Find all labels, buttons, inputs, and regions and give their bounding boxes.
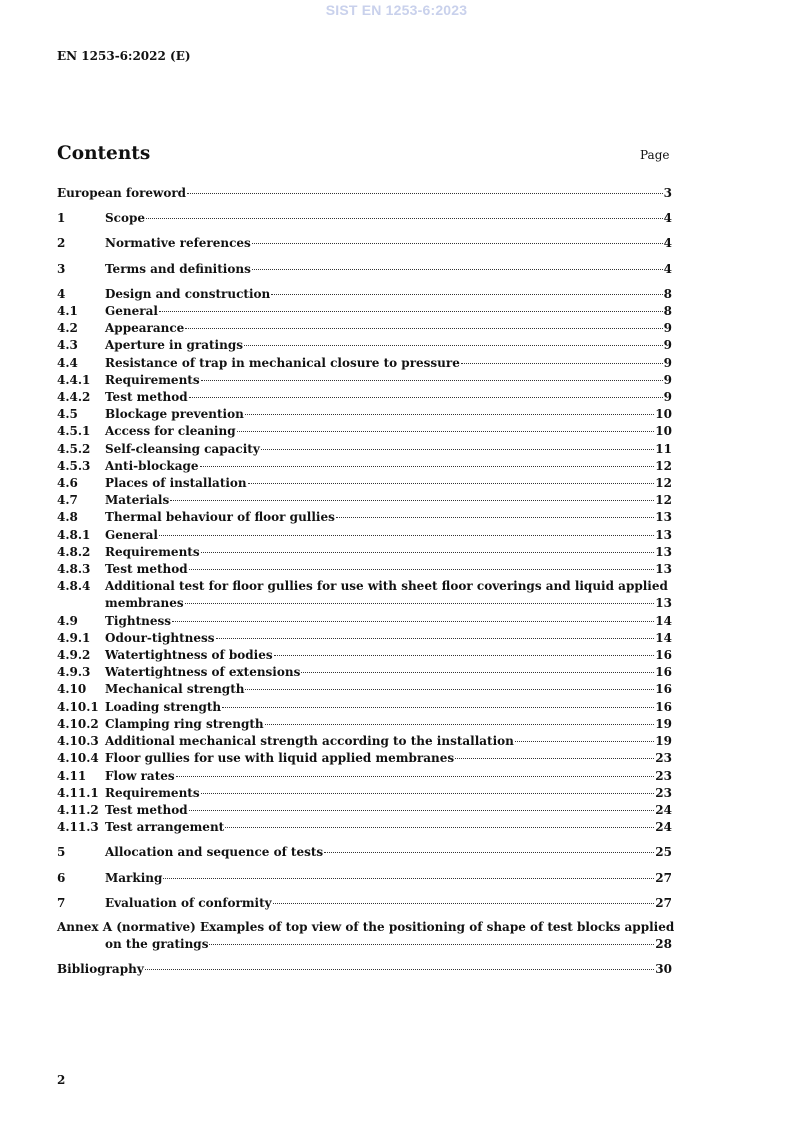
toc-entry-page: 3 xyxy=(663,186,672,200)
toc-entry-title: Bibliography xyxy=(57,962,144,977)
toc-entry[interactable] xyxy=(57,613,672,630)
toc-entry-page: 23 xyxy=(655,751,672,766)
toc-entry[interactable] xyxy=(57,527,672,544)
toc-entry-page: 13 xyxy=(655,510,672,525)
toc-entry[interactable] xyxy=(57,337,672,354)
toc-entry-title: Clamping ring strength xyxy=(105,716,264,731)
toc-entry[interactable] xyxy=(57,664,672,681)
leader-dots xyxy=(216,637,655,639)
toc-entry-number: 4.4 xyxy=(57,355,78,370)
toc-entry[interactable] xyxy=(57,406,672,423)
toc-entry-title: Test method xyxy=(105,390,188,405)
toc-entry[interactable] xyxy=(57,630,672,647)
leader-dots xyxy=(273,902,655,904)
toc-entry[interactable] xyxy=(57,458,672,475)
toc-entry-number: 4.8.4 xyxy=(57,579,91,594)
toc-entry[interactable] xyxy=(57,919,675,953)
toc-entry-title: Anti-blockage xyxy=(105,458,199,473)
toc-entry-number: 3 xyxy=(57,261,66,276)
leader-dots xyxy=(324,851,654,853)
toc-entry-title: Test method xyxy=(105,802,188,817)
leader-dots xyxy=(245,413,654,415)
toc-entry[interactable] xyxy=(57,647,672,664)
toc-entry-number: 4.9.1 xyxy=(57,630,91,645)
leader-dots xyxy=(252,268,663,270)
toc-entry-page: 13 xyxy=(655,596,672,611)
toc-entry-page: 16 xyxy=(655,665,672,680)
toc-entry-page: 9 xyxy=(663,372,672,387)
leader-dots xyxy=(146,217,663,219)
toc-entry-title: Aperture in gratings xyxy=(105,338,243,353)
toc-entry-number: 5 xyxy=(57,845,66,860)
toc-entry[interactable] xyxy=(57,544,672,561)
toc-entry-continuation xyxy=(57,595,672,612)
toc-entry-title: Watertightness of bodies xyxy=(105,648,273,663)
toc-entry-page: 4 xyxy=(663,236,672,251)
toc-entry-page: 8 xyxy=(663,286,672,301)
toc-entry-number: 7 xyxy=(57,895,66,910)
toc-entry-page: 16 xyxy=(655,682,672,697)
toc-entry-title: Resistance of trap in mechanical closure to pressure xyxy=(105,355,460,370)
toc-entry[interactable] xyxy=(57,699,672,716)
toc-entry-line xyxy=(57,919,675,936)
toc-entry-title: Normative references xyxy=(105,236,251,251)
toc-entry[interactable] xyxy=(57,961,672,978)
toc-entry-number: 4.9.2 xyxy=(57,648,91,663)
toc-entry-page: 12 xyxy=(655,493,672,508)
leader-dots xyxy=(176,775,655,777)
leader-dots xyxy=(185,327,662,329)
toc-entry-title: Mechanical strength xyxy=(105,682,245,697)
leader-dots xyxy=(189,809,655,811)
toc-entry-page: 14 xyxy=(655,630,672,645)
toc-entry-number: 4 xyxy=(57,286,66,301)
toc-entry-line xyxy=(57,578,672,595)
document-id: EN 1253-6:2022 (E) xyxy=(57,49,191,63)
leader-dots xyxy=(301,671,654,673)
toc-entry-page: 28 xyxy=(655,937,672,952)
leader-dots xyxy=(225,826,654,828)
toc-entry-title: Test arrangement xyxy=(105,820,225,835)
toc-entry-number: 4.11.1 xyxy=(57,785,99,800)
leader-dots xyxy=(201,379,663,381)
toc-entry[interactable] xyxy=(57,509,672,526)
toc-entry-title: Design and construction xyxy=(105,286,271,301)
leader-dots xyxy=(248,482,655,484)
toc-entry-title: Annex A (normative) Examples of top view of the positioning of shape of test blocks applied xyxy=(57,919,675,934)
toc-entry-page: 12 xyxy=(655,458,672,473)
leader-dots xyxy=(200,465,655,467)
toc-entry[interactable] xyxy=(57,423,672,440)
table-of-contents xyxy=(57,185,675,979)
toc-entry-page: 10 xyxy=(655,407,672,422)
toc-entry-continuation xyxy=(57,936,672,953)
toc-entry-title: Test method xyxy=(105,562,188,577)
toc-entry-number: 4.2 xyxy=(57,321,78,336)
watermark: SIST EN 1253-6:2023 xyxy=(325,2,468,18)
leader-dots xyxy=(245,688,654,690)
toc-entry-title: Allocation and sequence of tests xyxy=(105,845,324,860)
toc-entry-number: 4.11.3 xyxy=(57,820,99,835)
toc-entry-page: 4 xyxy=(663,261,672,276)
toc-entry-number: 4.5.3 xyxy=(57,458,91,473)
contents-title: Contents xyxy=(57,143,151,164)
toc-entry[interactable] xyxy=(57,492,672,509)
page-column-heading: Page xyxy=(640,148,670,162)
toc-entry[interactable] xyxy=(57,844,672,861)
toc-entry-number: 4.9.3 xyxy=(57,665,91,680)
toc-entry-title: Thermal behaviour of floor gullies xyxy=(105,510,335,525)
toc-entry-title: Floor gullies for use with liquid applied membranes xyxy=(105,751,455,766)
toc-entry[interactable] xyxy=(57,716,672,733)
toc-entry-number: 4.11 xyxy=(57,768,87,783)
toc-entry-page: 24 xyxy=(655,820,672,835)
toc-entry-page: 9 xyxy=(663,355,672,370)
toc-entry[interactable] xyxy=(57,210,672,227)
toc-entry-number: 4.6 xyxy=(57,476,78,491)
toc-entry-title: Watertightness of extensions xyxy=(105,665,301,680)
toc-entry-title: Additional test for floor gullies for use with sheet floor coverings and liquid applied xyxy=(105,579,668,594)
leader-dots xyxy=(252,242,663,244)
footer-page-number: 2 xyxy=(57,1073,66,1087)
toc-entry[interactable] xyxy=(57,768,672,785)
toc-entry-title: Requirements xyxy=(105,544,200,559)
toc-entry-title: Tightness xyxy=(105,613,172,628)
leader-dots xyxy=(163,877,654,879)
leader-dots xyxy=(145,968,655,970)
toc-entry-title: Access for cleaning xyxy=(105,424,236,439)
leader-dots xyxy=(189,396,663,398)
toc-entry-title: General xyxy=(105,304,158,319)
toc-entry-page: 23 xyxy=(655,785,672,800)
toc-entry-title: Terms and definitions xyxy=(105,261,251,276)
toc-entry[interactable] xyxy=(57,802,672,819)
toc-entry[interactable] xyxy=(57,185,672,202)
toc-entry-number: 4.10.2 xyxy=(57,716,99,731)
leader-dots xyxy=(461,362,663,364)
toc-entry-page: 19 xyxy=(655,734,672,749)
toc-entry-title: Flow rates xyxy=(105,768,175,783)
toc-entry-page: 13 xyxy=(655,562,672,577)
leader-dots xyxy=(159,534,654,536)
toc-entry[interactable] xyxy=(57,819,672,836)
toc-entry[interactable] xyxy=(57,895,672,912)
leader-dots xyxy=(274,654,655,656)
toc-entry[interactable] xyxy=(57,733,672,750)
toc-entry[interactable] xyxy=(57,286,672,303)
toc-entry-title: Scope xyxy=(105,211,146,226)
toc-entry-number: 4.5.1 xyxy=(57,424,91,439)
toc-entry-page: 27 xyxy=(655,895,672,910)
toc-entry[interactable] xyxy=(57,303,672,320)
toc-entry-title: Additional mechanical strength according to the installation xyxy=(105,734,514,749)
toc-entry-title: Appearance xyxy=(105,321,185,336)
toc-entry-title: General xyxy=(105,527,158,542)
toc-entry-number: 4.10.4 xyxy=(57,751,99,766)
toc-entry[interactable] xyxy=(57,681,672,698)
leader-dots xyxy=(187,192,663,194)
toc-entry-number: 4.9 xyxy=(57,613,78,628)
toc-entry-title: Self-cleansing capacity xyxy=(105,441,260,456)
toc-entry-page: 10 xyxy=(655,424,672,439)
leader-dots xyxy=(265,723,655,725)
toc-entry-title: European foreword xyxy=(57,186,187,200)
toc-entry-page: 13 xyxy=(655,527,672,542)
toc-entry-page: 30 xyxy=(655,962,672,977)
toc-entry[interactable] xyxy=(57,578,672,612)
leader-dots xyxy=(244,344,663,346)
toc-entry-page: 12 xyxy=(655,476,672,491)
toc-entry-number: 4.1 xyxy=(57,304,78,319)
toc-entry[interactable] xyxy=(57,355,672,372)
toc-entry[interactable] xyxy=(57,372,672,389)
leader-dots xyxy=(201,792,655,794)
toc-entry-page: 16 xyxy=(655,648,672,663)
leader-dots xyxy=(271,293,662,295)
toc-entry-page: 25 xyxy=(655,845,672,860)
toc-entry-page: 16 xyxy=(655,699,672,714)
toc-entry-page: 24 xyxy=(655,802,672,817)
leader-dots xyxy=(222,706,654,708)
leader-dots xyxy=(189,568,655,570)
leader-dots xyxy=(170,499,654,501)
leader-dots xyxy=(237,430,655,432)
toc-entry[interactable] xyxy=(57,870,672,887)
leader-dots xyxy=(336,516,654,518)
toc-entry[interactable] xyxy=(57,261,672,278)
toc-entry[interactable] xyxy=(57,389,672,406)
toc-entry-number: 4.8.2 xyxy=(57,544,91,559)
toc-entry-number: 4.10 xyxy=(57,682,87,697)
leader-dots xyxy=(515,740,654,742)
toc-entry-title: Loading strength xyxy=(105,699,222,714)
toc-entry-page: 13 xyxy=(655,544,672,559)
toc-entry-page: 9 xyxy=(663,390,672,405)
toc-entry[interactable] xyxy=(57,561,672,578)
toc-entry-page: 9 xyxy=(663,321,672,336)
toc-entry-title: Evaluation of conformity xyxy=(105,895,272,910)
toc-entry-number: 4.3 xyxy=(57,338,78,353)
toc-entry-page: 8 xyxy=(663,304,672,319)
leader-dots xyxy=(159,310,663,312)
toc-entry-title: Blockage prevention xyxy=(105,407,244,422)
toc-entry-number: 4.4.2 xyxy=(57,390,91,405)
toc-entry-title: Places of installation xyxy=(105,476,247,491)
toc-entry-title: Requirements xyxy=(105,785,200,800)
toc-entry-number: 4.10.3 xyxy=(57,734,99,749)
leader-dots xyxy=(209,943,654,945)
toc-entry[interactable] xyxy=(57,750,672,767)
toc-entry-page: 4 xyxy=(663,211,672,226)
toc-entry-number: 6 xyxy=(57,870,66,885)
toc-entry-title-continued: membranes xyxy=(105,596,184,611)
toc-entry-number: 4.11.2 xyxy=(57,802,99,817)
toc-entry-title: Odour-tightness xyxy=(105,630,215,645)
toc-entry-page: 23 xyxy=(655,768,672,783)
toc-entry-page: 27 xyxy=(655,870,672,885)
toc-entry[interactable] xyxy=(57,320,672,337)
toc-entry-page: 14 xyxy=(655,613,672,628)
toc-entry-number: 4.8 xyxy=(57,510,78,525)
leader-dots xyxy=(201,551,655,553)
toc-entry-page: 11 xyxy=(655,441,672,456)
toc-entry-number: 4.4.1 xyxy=(57,372,91,387)
toc-entry-number: 4.5.2 xyxy=(57,441,91,456)
leader-dots xyxy=(185,602,655,604)
toc-entry-title: Marking xyxy=(105,870,163,885)
toc-entry[interactable] xyxy=(57,785,672,802)
toc-entry-number: 4.10.1 xyxy=(57,699,99,714)
toc-entry-title: Requirements xyxy=(105,372,200,387)
toc-entry-title-continued: on the gratings xyxy=(105,937,209,952)
leader-dots xyxy=(261,448,654,450)
toc-entry[interactable] xyxy=(57,441,672,458)
toc-entry-page: 19 xyxy=(655,716,672,731)
toc-entry[interactable] xyxy=(57,235,672,252)
toc-entry[interactable] xyxy=(57,475,672,492)
toc-entry-number: 4.8.1 xyxy=(57,527,91,542)
toc-entry-number: 1 xyxy=(57,211,66,226)
toc-entry-title: Materials xyxy=(105,493,170,508)
toc-entry-number: 4.5 xyxy=(57,407,78,422)
toc-entry-number: 4.7 xyxy=(57,493,78,508)
leader-dots xyxy=(172,620,654,622)
toc-entry-page: 9 xyxy=(663,338,672,353)
toc-entry-number: 2 xyxy=(57,236,66,251)
leader-dots xyxy=(455,757,654,759)
toc-entry-number: 4.8.3 xyxy=(57,562,91,577)
